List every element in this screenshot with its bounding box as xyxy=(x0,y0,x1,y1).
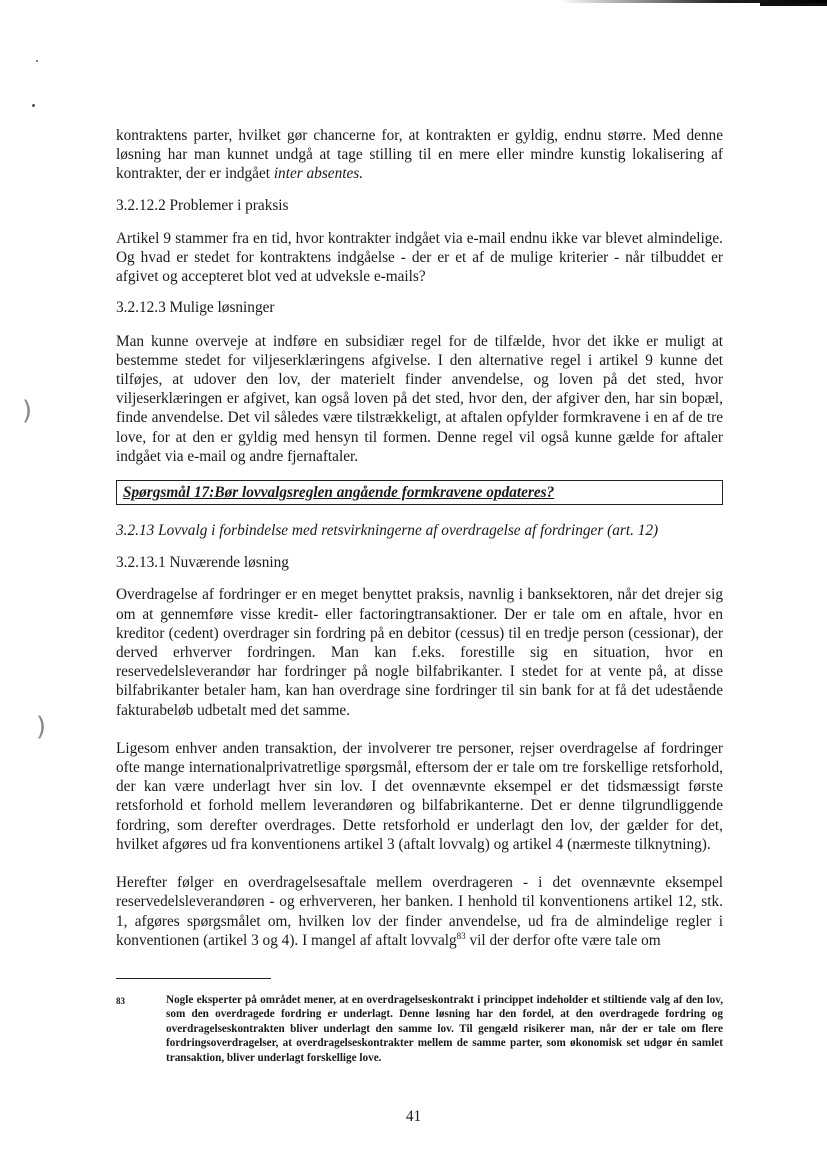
footnote-separator xyxy=(116,978,271,979)
punch-hole-mark: ) xyxy=(22,396,33,426)
scan-speck xyxy=(36,60,38,62)
punch-hole-mark: ) xyxy=(36,712,47,742)
section-title-3-2-13: 3.2.13 Lovvalg i forbindelse med retsvirkningerne af overdragelse af fordringer (art. 12) xyxy=(116,522,659,540)
paragraph-three-parties: Ligesom enhver anden transaktion, der involverer tre personer, rejser overdragelse af fordringer ofte mange internationalprivatretlige spørgsmål, eftersom der er tale om tre forskellige retsforhold, der kan være underlagt hver sin lov. I det ovennævnte eksempel er det tidsmæssigt første retsforhold et forhold mellem leverandøren og bilfabrikanterne. Det er denne tilgrundliggende fordring, som derefter overdrages. Dette retsforhold er underlagt den lov, der gælder for det, hvilket afgøres ud fra konventionens artikel 3 (aftalt lovvalg) og artikel 4 (nærmeste tilknytning). xyxy=(116,739,723,853)
paragraph-text: Herefter følger en overdragelsesaftale mellem overdrageren - i det ovennævnte eksempel reservedelsleverandøren - og erhververen, her banken. I henhold til konventionens artikel 12, stk. 1, afgøres spørgsmålet om, hvilken lov der finder anvendelse, ud fra de almindelige regler i konventionen (artikel 3 og 4). I mangel af aftalt lovvalg xyxy=(116,874,723,949)
paragraph-article-9: Artikel 9 stammer fra en tid, hvor kontrakter indgået via e-mail endnu ikke var blevet almindelige. Og hvad er stedet for kontraktens indgåelse - der er et af de mulige kriterier - når tilbuddet er afgivet og accepteret blot ved at udveksle e-mails? xyxy=(116,229,723,286)
document-page xyxy=(116,122,723,1065)
question-text: Bør lovvalgsreglen angående formkravene opdateres? xyxy=(214,484,555,502)
paragraph-possible-solutions: Man kunne overveje at indføre en subsidiær regel for de tilfælde, hvor det ikke er muligt at bestemme stedet for viljeserklæringens afgivelse. I den alternative regel i artikel 9 kunne det tilføjes, at udover den lov, der materielt finder anvendelse, og loven på det sted, hvor viljeserklæringen er afgivet, kan også loven på det sted, hvor den, der afgiver den, har sin bopæl, finde anvendelse. Det vil således være tilstrækkeligt, at aftalen opfylder formkravene i en af de tre love, for at den er gyldig med hensyn til formen. Denne regel vil også kunne gælde for aftaler indgået via e-mail og andre fjernaftaler. xyxy=(116,332,723,465)
question-box xyxy=(116,480,723,505)
heading-3-2-12-3: 3.2.12.3 Mulige løsninger xyxy=(116,299,275,317)
question-label: Spørgsmål 17: xyxy=(123,484,215,502)
footnote-reference[interactable]: 83 xyxy=(456,930,466,941)
paragraph-text: kontraktens parter, hvilket gør chancerne for, at kontrakten er gyldig, endnu større. Med denne løsning har man kunnet undgå at tage stilling til en mere eller mindre kunstig lokalisering af kontrakter, der er indgået xyxy=(116,127,723,183)
page-number: 41 xyxy=(405,1108,422,1125)
footnote-text: Nogle eksperter på området mener, at en overdragelseskontrakt i princippet indeholder et stiltiende valg af den lov, som den overdragede fordring er underlagt. Denne løsning har den fordel, at den overdragede fordring og overdragelseskontrakten bliver underlagt den samme lov. Til gengæld risikerer man, når der er tale om flere fordringsoverdragelser, at overdragelseskontrakter mellem de samme parter, som økonomisk set udgør én samlet transaktion, bliver underlagt forskellige love. xyxy=(166,993,723,1064)
footnote-83 xyxy=(116,993,723,1065)
scan-speck xyxy=(32,104,35,107)
heading-3-2-13-1: 3.2.13.1 Nuværende løsning xyxy=(116,554,289,572)
paragraph-assignment-agreement xyxy=(116,873,723,950)
paragraph-text: vil der derfor ofte være tale om xyxy=(465,931,661,949)
heading-3-2-12-2: 3.2.12.2 Problemer i praksis xyxy=(116,196,289,214)
italic-term: inter absentes. xyxy=(273,165,364,183)
paragraph-assignment-of-claims: Overdragelse af fordringer er en meget benyttet praksis, navnlig i banksektoren, når det drejer sig om at gennemføre visse kredit- eller factoringtransaktioner. Der er tale om en aftale, hvor en kreditor (cedent) overdrager sin fordring på en debitor (cessus) til en tredje person (cessionar), der derved erhverver fordringen. Man kan f.eks. forestille sig en situation, hvor en reservedelsleverandør har fordringer på nogle bilfabrikanter. I stedet for at vente på, at disse bilfabrikanter betaler ham, kan han overdrage sine fordringer til sin bank for at få det udestående fakturabeløb udbetalt med det samme. xyxy=(116,586,723,719)
footnote-number: 83 xyxy=(116,995,125,1006)
paragraph-contract-parties xyxy=(116,126,723,184)
scan-edge-shadow-dark xyxy=(760,3,827,6)
